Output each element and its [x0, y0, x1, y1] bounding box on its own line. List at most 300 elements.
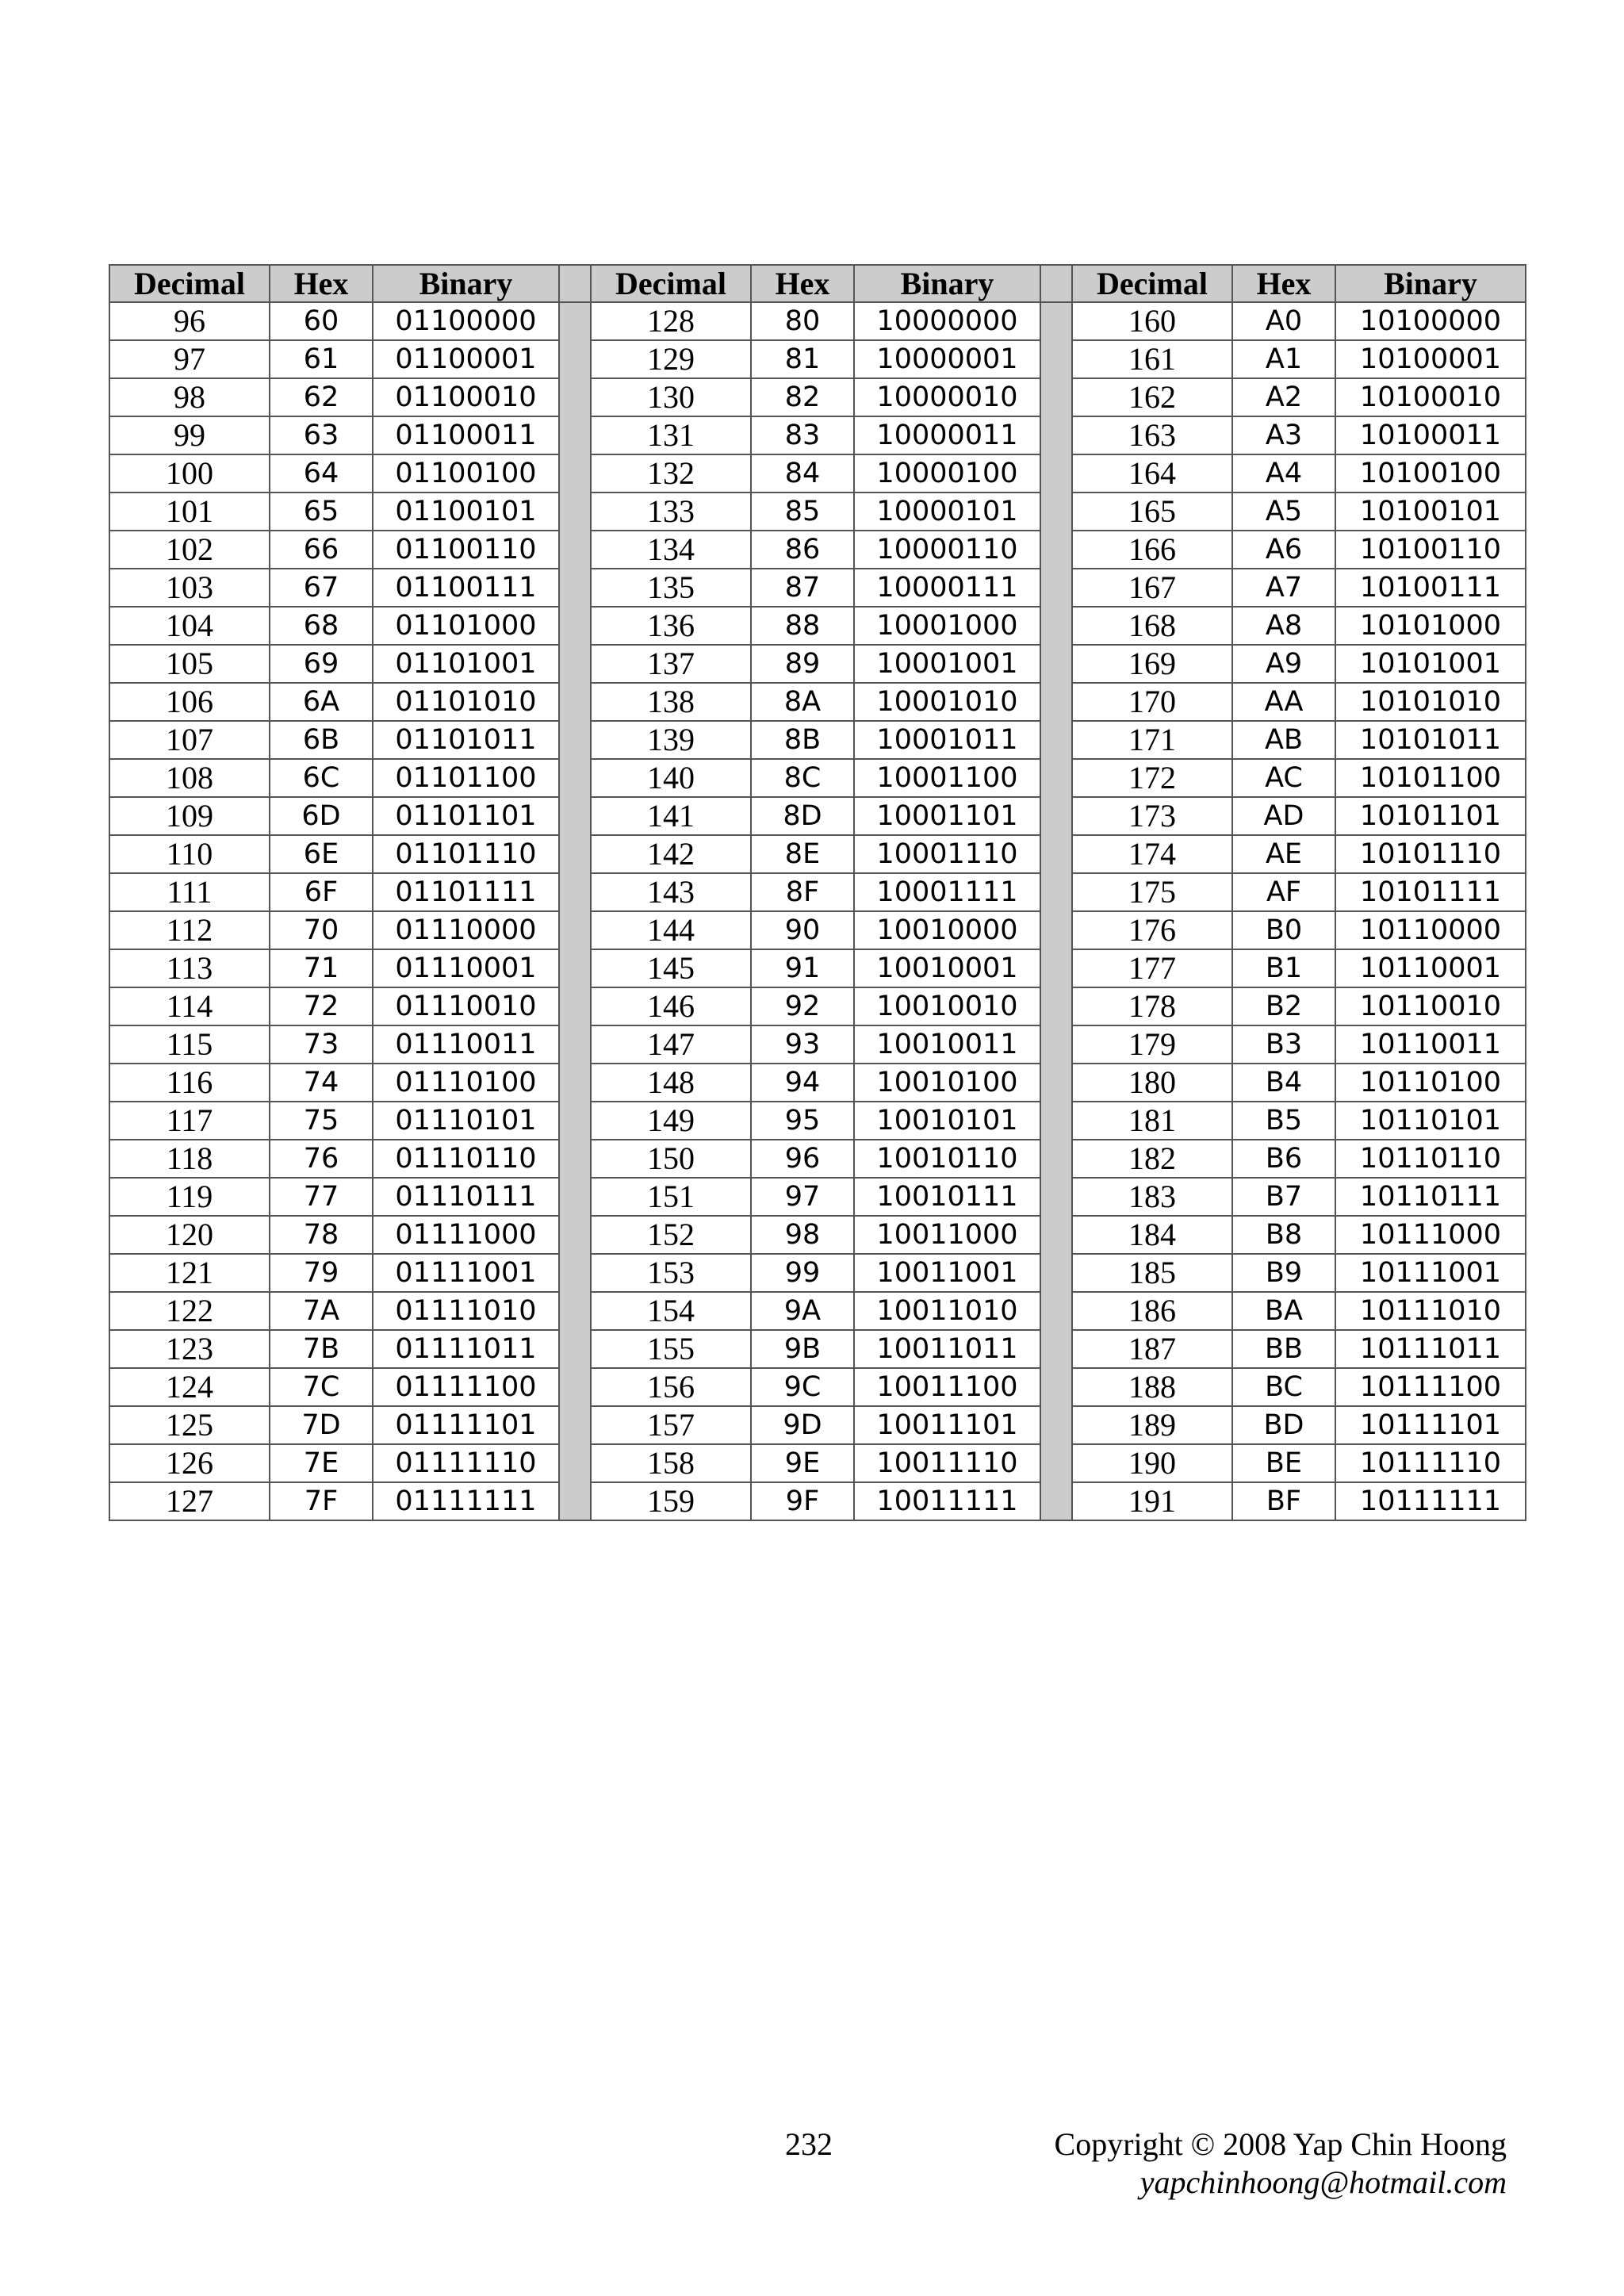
decimal-cell: 145: [591, 949, 751, 987]
hex-cell: B4: [1232, 1064, 1335, 1102]
hex-cell: 66: [270, 531, 373, 569]
decimal-cell: 178: [1072, 987, 1232, 1025]
binary-cell: 10000011: [854, 416, 1040, 454]
decimal-cell: 129: [591, 340, 751, 378]
binary-cell: 10001000: [854, 607, 1040, 645]
decimal-cell: 163: [1072, 416, 1232, 454]
table-row: [109, 1482, 1526, 1520]
decimal-cell: 190: [1072, 1444, 1232, 1482]
hex-cell: 76: [270, 1140, 373, 1178]
decimal-cell: 128: [591, 302, 751, 340]
column-group-separator: [559, 1444, 591, 1482]
column-group-separator: [1040, 265, 1072, 302]
binary-cell: 10111001: [1335, 1254, 1526, 1292]
table-row: [109, 987, 1526, 1025]
column-group-separator: [559, 493, 591, 531]
decimal-cell: 176: [1072, 911, 1232, 949]
decimal-cell: 159: [591, 1482, 751, 1520]
table-row: [109, 1064, 1526, 1102]
table-row: [109, 531, 1526, 569]
hex-cell: 6B: [270, 721, 373, 759]
column-group-separator: [559, 911, 591, 949]
header-decimal: Decimal: [1072, 265, 1232, 302]
binary-cell: 10111101: [1335, 1406, 1526, 1444]
column-group-separator: [1040, 721, 1072, 759]
binary-cell: 01110101: [373, 1102, 559, 1140]
column-group-separator: [559, 645, 591, 683]
binary-cell: 10101010: [1335, 683, 1526, 721]
column-group-separator: [559, 1064, 591, 1102]
hex-cell: 97: [751, 1178, 854, 1216]
binary-cell: 10110110: [1335, 1140, 1526, 1178]
hex-cell: 82: [751, 378, 854, 416]
header-decimal: Decimal: [109, 265, 270, 302]
column-group-separator: [559, 1368, 591, 1406]
binary-cell: 10110000: [1335, 911, 1526, 949]
column-group-separator: [559, 987, 591, 1025]
decimal-cell: 105: [109, 645, 270, 683]
hex-cell: 63: [270, 416, 373, 454]
column-group-separator: [1040, 1444, 1072, 1482]
header-binary: Binary: [854, 265, 1040, 302]
binary-cell: 01101010: [373, 683, 559, 721]
hex-cell: 9F: [751, 1482, 854, 1520]
decimal-cell: 110: [109, 835, 270, 873]
hex-cell: 6F: [270, 873, 373, 911]
column-group-separator: [1040, 911, 1072, 949]
hex-cell: AC: [1232, 759, 1335, 797]
binary-cell: 10110111: [1335, 1178, 1526, 1216]
binary-cell: 10010100: [854, 1064, 1040, 1102]
column-group-separator: [1040, 1330, 1072, 1368]
binary-cell: 10100101: [1335, 493, 1526, 531]
binary-cell: 10011100: [854, 1368, 1040, 1406]
binary-cell: 10100000: [1335, 302, 1526, 340]
binary-cell: 10001111: [854, 873, 1040, 911]
decimal-cell: 135: [591, 569, 751, 607]
binary-cell: 10111111: [1335, 1482, 1526, 1520]
binary-cell: 01110100: [373, 1064, 559, 1102]
table-row: [109, 835, 1526, 873]
decimal-cell: 185: [1072, 1254, 1232, 1292]
table-row: [109, 1025, 1526, 1064]
hex-cell: 81: [751, 340, 854, 378]
decimal-cell: 180: [1072, 1064, 1232, 1102]
table-row: [109, 569, 1526, 607]
hex-cell: 7A: [270, 1292, 373, 1330]
binary-cell: 10010110: [854, 1140, 1040, 1178]
binary-cell: 10000000: [854, 302, 1040, 340]
decimal-cell: 101: [109, 493, 270, 531]
binary-cell: 01101110: [373, 835, 559, 873]
hex-cell: 9B: [751, 1330, 854, 1368]
column-group-separator: [559, 1330, 591, 1368]
column-group-separator: [559, 721, 591, 759]
decimal-cell: 173: [1072, 797, 1232, 835]
table-row: [109, 1292, 1526, 1330]
column-group-separator: [559, 378, 591, 416]
column-group-separator: [1040, 340, 1072, 378]
binary-cell: 01100010: [373, 378, 559, 416]
binary-cell: 10001100: [854, 759, 1040, 797]
hex-cell: 8B: [751, 721, 854, 759]
decimal-cell: 165: [1072, 493, 1232, 531]
binary-cell: 10010001: [854, 949, 1040, 987]
binary-cell: 10000101: [854, 493, 1040, 531]
hex-cell: 8D: [751, 797, 854, 835]
hex-cell: A1: [1232, 340, 1335, 378]
decimal-cell: 120: [109, 1216, 270, 1254]
hex-cell: 6E: [270, 835, 373, 873]
decimal-cell: 103: [109, 569, 270, 607]
column-group-separator: [559, 797, 591, 835]
table-row: [109, 454, 1526, 493]
hex-cell: 80: [751, 302, 854, 340]
hex-cell: A2: [1232, 378, 1335, 416]
decimal-cell: 152: [591, 1216, 751, 1254]
binary-cell: 01111111: [373, 1482, 559, 1520]
header-decimal: Decimal: [591, 265, 751, 302]
decimal-cell: 171: [1072, 721, 1232, 759]
decimal-cell: 138: [591, 683, 751, 721]
column-group-separator: [1040, 1254, 1072, 1292]
binary-cell: 01110010: [373, 987, 559, 1025]
column-group-separator: [1040, 531, 1072, 569]
decimal-cell: 134: [591, 531, 751, 569]
decimal-cell: 158: [591, 1444, 751, 1482]
decimal-cell: 183: [1072, 1178, 1232, 1216]
decimal-cell: 130: [591, 378, 751, 416]
binary-cell: 10011011: [854, 1330, 1040, 1368]
binary-cell: 10011010: [854, 1292, 1040, 1330]
table-row: [109, 340, 1526, 378]
hex-cell: 8A: [751, 683, 854, 721]
column-group-separator: [1040, 378, 1072, 416]
binary-cell: 10000100: [854, 454, 1040, 493]
hex-cell: A9: [1232, 645, 1335, 683]
decimal-cell: 102: [109, 531, 270, 569]
decimal-cell: 139: [591, 721, 751, 759]
decimal-cell: 147: [591, 1025, 751, 1064]
hex-cell: 7D: [270, 1406, 373, 1444]
hex-cell: AB: [1232, 721, 1335, 759]
decimal-cell: 151: [591, 1178, 751, 1216]
binary-cell: 10010111: [854, 1178, 1040, 1216]
decimal-cell: 118: [109, 1140, 270, 1178]
binary-cell: 10011000: [854, 1216, 1040, 1254]
column-group-separator: [1040, 949, 1072, 987]
binary-cell: 10010011: [854, 1025, 1040, 1064]
hex-cell: BC: [1232, 1368, 1335, 1406]
decimal-cell: 136: [591, 607, 751, 645]
binary-cell: 01101101: [373, 797, 559, 835]
decimal-cell: 166: [1072, 531, 1232, 569]
column-group-separator: [559, 1406, 591, 1444]
hex-cell: 89: [751, 645, 854, 683]
binary-cell: 10100100: [1335, 454, 1526, 493]
decimal-cell: 155: [591, 1330, 751, 1368]
binary-cell: 01110111: [373, 1178, 559, 1216]
header-row: [109, 265, 1526, 302]
binary-cell: 10100010: [1335, 378, 1526, 416]
hex-cell: 6A: [270, 683, 373, 721]
hex-cell: 8F: [751, 873, 854, 911]
column-group-separator: [1040, 1025, 1072, 1064]
decimal-cell: 187: [1072, 1330, 1232, 1368]
column-group-separator: [1040, 835, 1072, 873]
decimal-cell: 116: [109, 1064, 270, 1102]
binary-cell: 01100100: [373, 454, 559, 493]
decimal-cell: 186: [1072, 1292, 1232, 1330]
hex-cell: AA: [1232, 683, 1335, 721]
binary-cell: 10001010: [854, 683, 1040, 721]
decimal-cell: 106: [109, 683, 270, 721]
table-row: [109, 302, 1526, 340]
hex-cell: 9E: [751, 1444, 854, 1482]
binary-cell: 01100110: [373, 531, 559, 569]
column-group-separator: [1040, 1064, 1072, 1102]
table-row: [109, 1406, 1526, 1444]
decimal-cell: 111: [109, 873, 270, 911]
binary-cell: 10101110: [1335, 835, 1526, 873]
column-group-separator: [1040, 1406, 1072, 1444]
decimal-cell: 114: [109, 987, 270, 1025]
hex-cell: 84: [751, 454, 854, 493]
binary-cell: 01101100: [373, 759, 559, 797]
decimal-cell: 104: [109, 607, 270, 645]
binary-cell: 10111011: [1335, 1330, 1526, 1368]
hex-cell: 61: [270, 340, 373, 378]
column-group-separator: [559, 1254, 591, 1292]
binary-cell: 01101000: [373, 607, 559, 645]
hex-cell: 92: [751, 987, 854, 1025]
decimal-cell: 174: [1072, 835, 1232, 873]
binary-cell: 01111000: [373, 1216, 559, 1254]
column-group-separator: [1040, 416, 1072, 454]
hex-cell: A4: [1232, 454, 1335, 493]
binary-cell: 10101000: [1335, 607, 1526, 645]
decimal-cell: 172: [1072, 759, 1232, 797]
decimal-cell: 150: [591, 1140, 751, 1178]
hex-cell: 67: [270, 569, 373, 607]
decimal-cell: 189: [1072, 1406, 1232, 1444]
binary-cell: 01101001: [373, 645, 559, 683]
binary-cell: 10001110: [854, 835, 1040, 873]
hex-cell: A0: [1232, 302, 1335, 340]
table-row: [109, 873, 1526, 911]
hex-cell: 83: [751, 416, 854, 454]
hex-cell: 71: [270, 949, 373, 987]
decimal-cell: 96: [109, 302, 270, 340]
binary-cell: 01111001: [373, 1254, 559, 1292]
binary-cell: 10101101: [1335, 797, 1526, 835]
table-row: [109, 683, 1526, 721]
hex-cell: B7: [1232, 1178, 1335, 1216]
table-row: [109, 1368, 1526, 1406]
hex-cell: AD: [1232, 797, 1335, 835]
header-hex: Hex: [1232, 265, 1335, 302]
binary-cell: 10110101: [1335, 1102, 1526, 1140]
hex-cell: 88: [751, 607, 854, 645]
decimal-cell: 161: [1072, 340, 1232, 378]
table-row: [109, 1178, 1526, 1216]
table-row: [109, 1216, 1526, 1254]
hex-cell: 98: [751, 1216, 854, 1254]
hex-cell: 8C: [751, 759, 854, 797]
hex-cell: 74: [270, 1064, 373, 1102]
binary-cell: 01110000: [373, 911, 559, 949]
decimal-cell: 144: [591, 911, 751, 949]
binary-cell: 10101111: [1335, 873, 1526, 911]
column-group-separator: [1040, 987, 1072, 1025]
column-group-separator: [1040, 1292, 1072, 1330]
hex-cell: 90: [751, 911, 854, 949]
binary-cell: 01101111: [373, 873, 559, 911]
decimal-cell: 167: [1072, 569, 1232, 607]
binary-cell: 10101100: [1335, 759, 1526, 797]
column-group-separator: [559, 1216, 591, 1254]
decimal-cell: 119: [109, 1178, 270, 1216]
decimal-cell: 162: [1072, 378, 1232, 416]
column-group-separator: [1040, 645, 1072, 683]
hex-cell: 72: [270, 987, 373, 1025]
decimal-cell: 164: [1072, 454, 1232, 493]
binary-cell: 10001101: [854, 797, 1040, 835]
hex-cell: A5: [1232, 493, 1335, 531]
binary-cell: 10111110: [1335, 1444, 1526, 1482]
hex-cell: 8E: [751, 835, 854, 873]
binary-cell: 01100001: [373, 340, 559, 378]
hex-cell: 91: [751, 949, 854, 987]
binary-cell: 10011101: [854, 1406, 1040, 1444]
decimal-cell: 122: [109, 1292, 270, 1330]
binary-cell: 01110110: [373, 1140, 559, 1178]
hex-cell: 93: [751, 1025, 854, 1064]
column-group-separator: [559, 683, 591, 721]
page-number: 232: [785, 2126, 833, 2162]
binary-cell: 10010000: [854, 911, 1040, 949]
column-group-separator: [1040, 454, 1072, 493]
column-group-separator: [559, 1140, 591, 1178]
binary-cell: 10110010: [1335, 987, 1526, 1025]
decimal-cell: 191: [1072, 1482, 1232, 1520]
binary-cell: 10000111: [854, 569, 1040, 607]
decimal-cell: 131: [591, 416, 751, 454]
hex-cell: 60: [270, 302, 373, 340]
column-group-separator: [1040, 759, 1072, 797]
binary-cell: 01111100: [373, 1368, 559, 1406]
column-group-separator: [1040, 1482, 1072, 1520]
column-group-separator: [1040, 1368, 1072, 1406]
column-group-separator: [559, 1482, 591, 1520]
conversion-table: [109, 264, 1526, 1521]
author-email: yapchinhoong@hotmail.com: [1139, 2164, 1507, 2200]
hex-cell: 86: [751, 531, 854, 569]
binary-cell: 10111100: [1335, 1368, 1526, 1406]
column-group-separator: [1040, 683, 1072, 721]
hex-cell: 62: [270, 378, 373, 416]
copyright-notice: Copyright © 2008 Yap Chin Hoong: [1054, 2126, 1507, 2162]
decimal-cell: 175: [1072, 873, 1232, 911]
hex-cell: B6: [1232, 1140, 1335, 1178]
binary-cell: 10000110: [854, 531, 1040, 569]
hex-cell: 96: [751, 1140, 854, 1178]
hex-cell: BE: [1232, 1444, 1335, 1482]
header-hex: Hex: [751, 265, 854, 302]
column-group-separator: [559, 416, 591, 454]
column-group-separator: [559, 265, 591, 302]
binary-cell: 10111000: [1335, 1216, 1526, 1254]
column-group-separator: [559, 1178, 591, 1216]
hex-cell: 69: [270, 645, 373, 683]
hex-cell: BB: [1232, 1330, 1335, 1368]
decimal-cell: 140: [591, 759, 751, 797]
hex-cell: 64: [270, 454, 373, 493]
hex-cell: 9C: [751, 1368, 854, 1406]
hex-cell: 6C: [270, 759, 373, 797]
hex-cell: 85: [751, 493, 854, 531]
table-row: [109, 416, 1526, 454]
decimal-cell: 169: [1072, 645, 1232, 683]
binary-cell: 10001011: [854, 721, 1040, 759]
column-group-separator: [1040, 873, 1072, 911]
binary-cell: 10100111: [1335, 569, 1526, 607]
hex-cell: 9A: [751, 1292, 854, 1330]
decimal-cell: 146: [591, 987, 751, 1025]
table-row: [109, 493, 1526, 531]
hex-cell: AE: [1232, 835, 1335, 873]
column-group-separator: [559, 1102, 591, 1140]
hex-cell: 7F: [270, 1482, 373, 1520]
decimal-cell: 142: [591, 835, 751, 873]
hex-cell: B0: [1232, 911, 1335, 949]
binary-cell: 01111101: [373, 1406, 559, 1444]
decimal-cell: 108: [109, 759, 270, 797]
decimal-cell: 181: [1072, 1102, 1232, 1140]
decimal-cell: 160: [1072, 302, 1232, 340]
decimal-cell: 98: [109, 378, 270, 416]
decimal-cell: 149: [591, 1102, 751, 1140]
table-row: [109, 911, 1526, 949]
decimal-cell: 99: [109, 416, 270, 454]
hex-cell: 7B: [270, 1330, 373, 1368]
hex-cell: B9: [1232, 1254, 1335, 1292]
hex-cell: 94: [751, 1064, 854, 1102]
binary-cell: 10000010: [854, 378, 1040, 416]
decimal-cell: 133: [591, 493, 751, 531]
hex-cell: 7C: [270, 1368, 373, 1406]
binary-cell: 01100011: [373, 416, 559, 454]
column-group-separator: [1040, 607, 1072, 645]
decimal-cell: 124: [109, 1368, 270, 1406]
decimal-cell: 184: [1072, 1216, 1232, 1254]
hex-cell: A3: [1232, 416, 1335, 454]
table-row: [109, 1140, 1526, 1178]
column-group-separator: [559, 569, 591, 607]
column-group-separator: [559, 340, 591, 378]
table-header: [109, 265, 1526, 302]
decimal-cell: 109: [109, 797, 270, 835]
binary-cell: 01100111: [373, 569, 559, 607]
hex-cell: 78: [270, 1216, 373, 1254]
table-row: [109, 759, 1526, 797]
column-group-separator: [559, 302, 591, 340]
hex-cell: B3: [1232, 1025, 1335, 1064]
hex-cell: A7: [1232, 569, 1335, 607]
decimal-cell: 100: [109, 454, 270, 493]
hex-cell: B1: [1232, 949, 1335, 987]
hex-cell: B8: [1232, 1216, 1335, 1254]
